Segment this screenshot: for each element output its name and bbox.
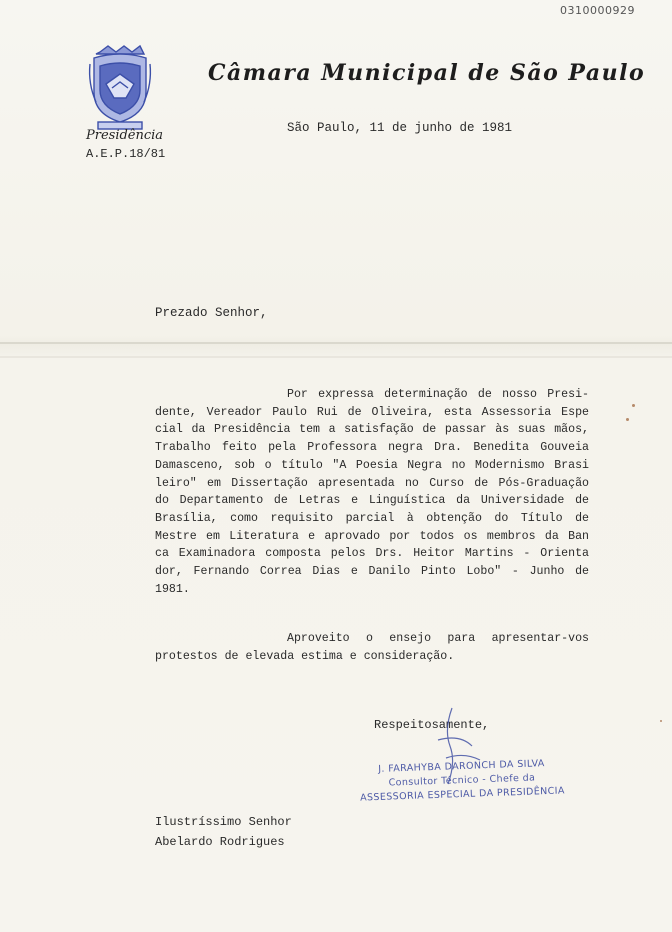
paper-fold: [0, 342, 672, 344]
closing-line: protestos de elevada estima e consideração.: [155, 650, 455, 663]
body-line: dente, Vereador Paulo Rui de Oliveira, esta Assessoria Espe: [155, 405, 589, 419]
archive-code: 0310000929: [560, 4, 635, 17]
body-line: Trabalho feito pela Professora negra Dra. Benedita Gouveia: [155, 441, 589, 455]
letter-body: [155, 386, 589, 598]
salutation: Prezado Senhor,: [155, 306, 268, 320]
body-line: leiro" em Dissertação apresentada no Curso de Pós-Graduação: [155, 476, 589, 490]
letterhead-org-name: Câmara Municipal de São Paulo: [208, 60, 646, 86]
body-line: 1981.: [155, 582, 190, 596]
recipient-name: Abelardo Rodrigues: [155, 835, 285, 849]
body-line: dor, Fernando Correa Dias e Danilo Pinto Lobo" - Junho de: [155, 565, 589, 579]
reference-number: A.E.P.18/81: [86, 147, 166, 161]
paper-fold-shadow: [0, 356, 672, 358]
regards: Respeitosamente,: [374, 718, 490, 732]
body-line: Damasceno, sob o título "A Poesia Negra no Modernismo Brasi: [155, 458, 589, 472]
date-line: São Paulo, 11 de junho de 1981: [287, 121, 513, 135]
coat-of-arms-icon: [86, 44, 154, 132]
stamp-title: Consultor Técnico - Chefe da: [388, 772, 536, 789]
recipient-block: [155, 812, 292, 852]
stamp-office: ASSESSORIA ESPECIAL DA PRESIDÊNCIA: [359, 785, 566, 804]
paper-stain: [632, 404, 635, 407]
body-line: Brasília, como requisito parcial à obtenção do Título de: [155, 511, 589, 525]
letterhead-department: Presidência: [86, 128, 164, 143]
body-line: do Departamento de Letras e Linguística da Universidade de: [155, 494, 589, 508]
closing-line: Aproveito o ensejo para apresentar-vos: [287, 632, 589, 645]
body-line: Mestre em Literatura e aprovado por todos os membros da Ban: [155, 529, 589, 543]
body-line: cial da Presidência tem a satisfação de passar às suas mãos,: [155, 423, 589, 437]
paper-stain: [660, 720, 662, 722]
paper-stain: [626, 418, 629, 421]
stamp-name: J. FARAHYBA DARONCH DA SILVA: [378, 758, 545, 775]
body-line: Por expressa determinação de nosso Presi-: [287, 388, 589, 401]
body-line: ca Examinadora composta pelos Drs. Heitor Martins - Orienta: [155, 547, 589, 561]
official-stamp: [351, 756, 572, 806]
recipient-honorific: Ilustríssimo Senhor: [155, 815, 292, 829]
closing-paragraph: [155, 630, 589, 666]
